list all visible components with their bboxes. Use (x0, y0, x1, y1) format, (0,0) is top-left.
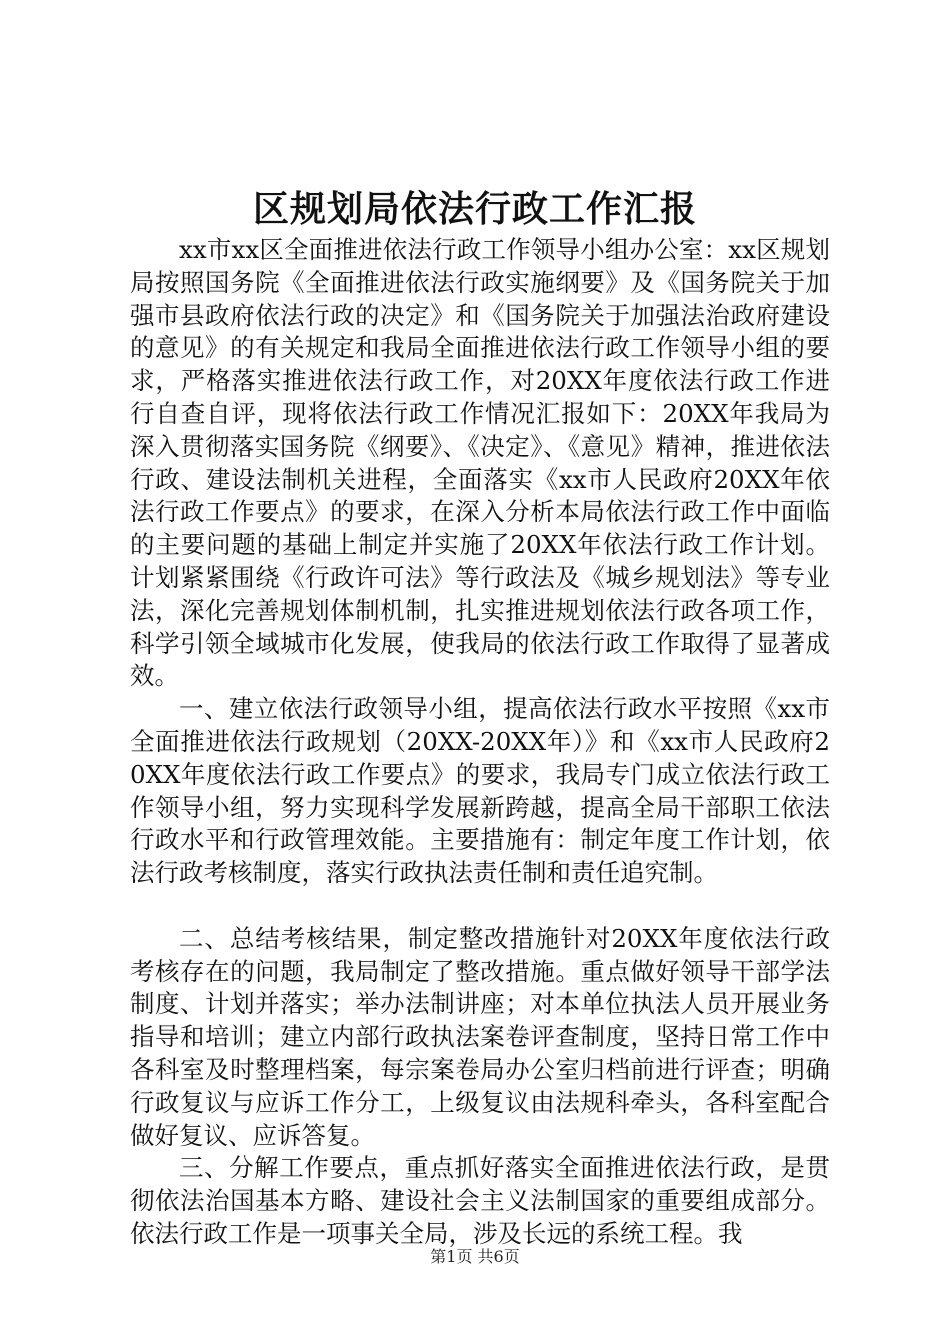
paragraph-intro: xx市xx区全面推进依法行政工作领导小组办公室：xx区规划局按照国务院《全面推进依法行政实施纲要》及《国务院关于加强市县政府依法行政的决定》和《国务院关于加强法治政府建设的意见》的有关规定和我局全面推进依法行政工作领导小组的要求，严格落实推进依法行政工作，对20XX年度依法行政工作进行自查自评，现将依法行政工作情况汇报如下：20XX年我局为深入贯彻落实国务院《纲要》、《决定》、《意见》精神，推进依法行政、建设法制机关进程，全面落实《xx市人民政府20XX年依法行政工作要点》的要求，在深入分析本局依法行政工作中面临的主要问题的基础上制定并实施了20XX年依法行政工作计划。计划紧紧围绕《行政许可法》等行政法及《城乡规划法》等专业法，深化完善规划体制机制，扎实推进规划依法行政各项工作，科学引领全域城市化发展，使我局的依法行政工作取得了显著成效。 (130, 235, 830, 691)
paragraph-section-3: 三、分解工作要点，重点抓好落实全面推进依法行政，是贯彻依法治国基本方略、建设社会主义法制国家的重要组成部分。依法行政工作是一项事关全局，涉及长远的系统工程。我 (130, 1153, 830, 1248)
paragraph-section-1: 一、建立依法行政领导小组，提高依法行政水平按照《xx市全面推进依法行政规划（20XX-20XX年）》和《xx市人民政府20XX年度依法行政工作要点》的要求，我局专门成立依法行政工作领导小组，努力实现科学发展新跨越，提高全局干部职工依法行政水平和行政管理效能。主要措施有：制定年度工作计划，依法行政考核制度，落实行政执法责任制和责任追究制。 (130, 694, 830, 888)
document-body (130, 234, 830, 1251)
paragraph-section-2: 二、总结考核结果，制定整改措施针对20XX年度依法行政考核存在的问题，我局制定了整改措施。重点做好领导干部学法制度、计划并落实；举办法制讲座；对本单位执法人员开展业务指导和培训；建立内部行政执法案卷评查制度，坚持日常工作中各科室及时整理档案，每宗案卷局办公室归档前进行评查；明确行政复议与应诉工作分工，上级复议由法规科牵头，各科室配合做好复议、应诉答复。 (130, 923, 830, 1150)
page-number-footer: 第1页 共6页 (430, 1247, 520, 1266)
document-title: 区规划局依法行政工作汇报 (252, 188, 697, 230)
